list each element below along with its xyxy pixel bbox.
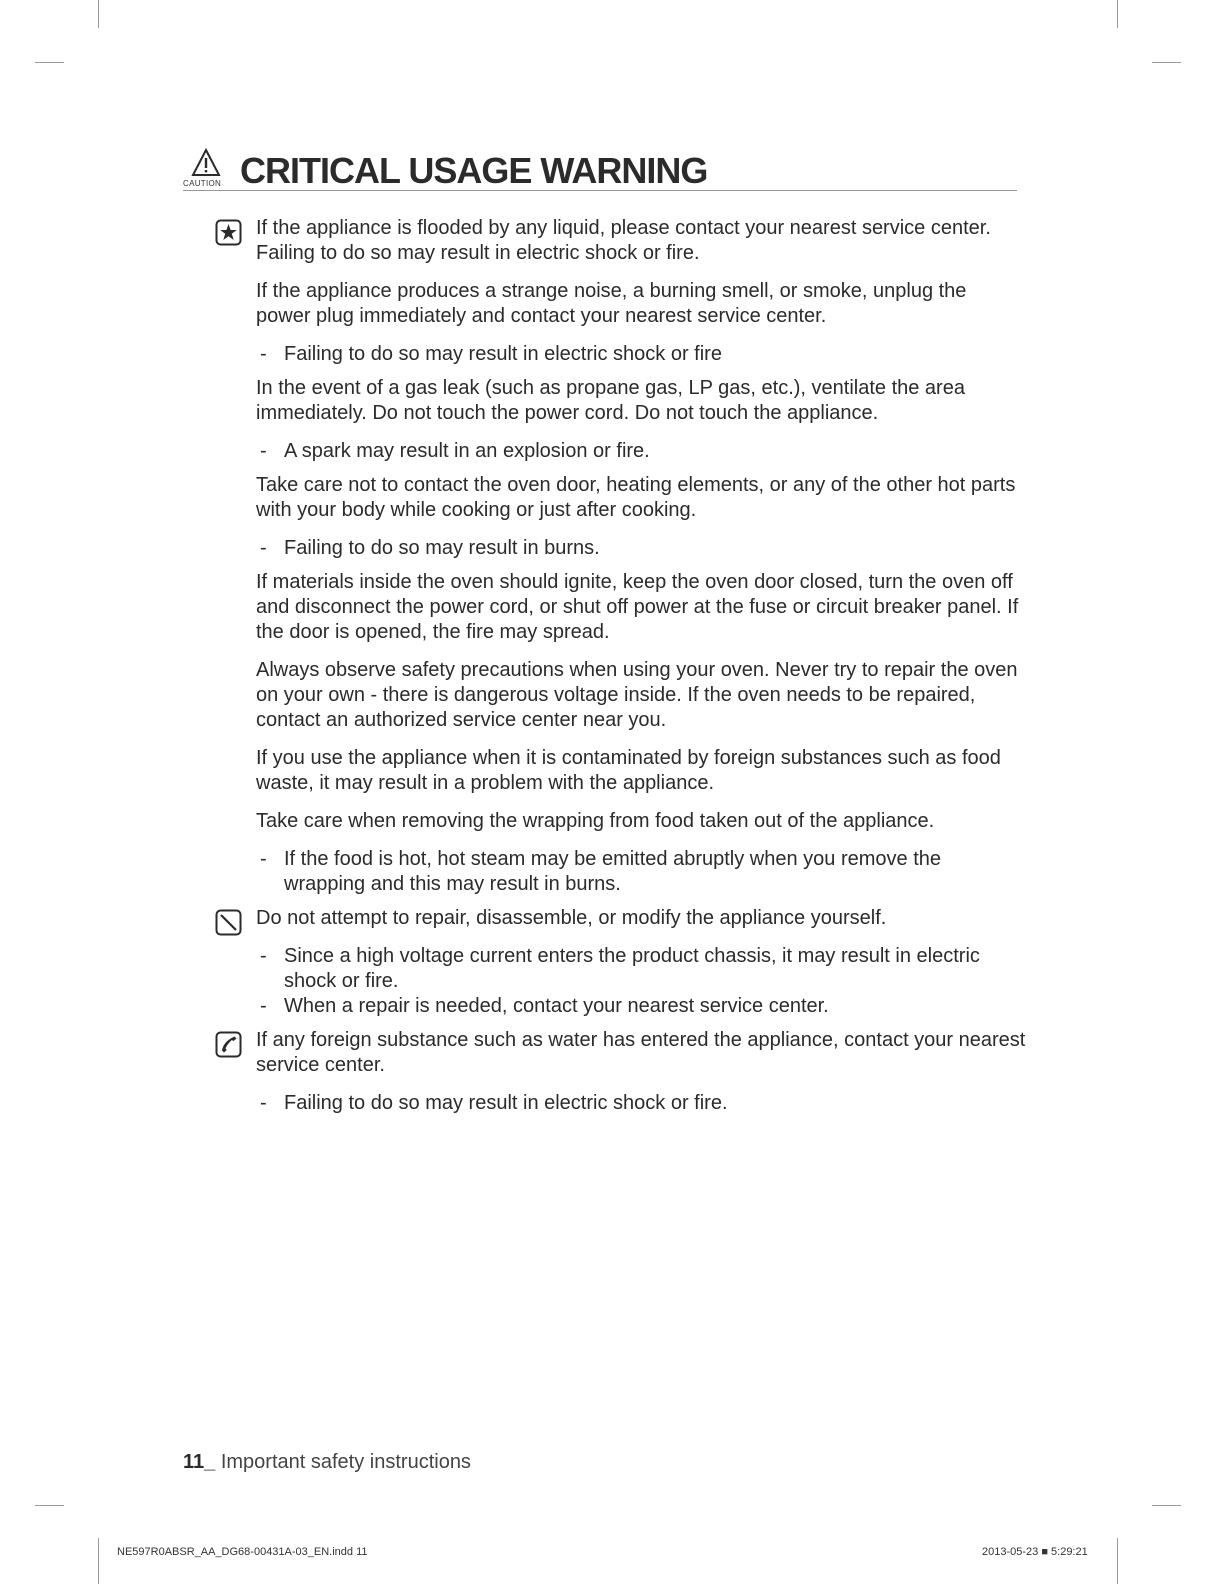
- print-slug-file: NE597R0ABSR_AA_DG68-00431A-03_EN.indd 11: [117, 1546, 368, 1558]
- bullet-item: [256, 847, 1026, 897]
- crop-mark: [98, 0, 99, 28]
- warning-paragraph: If materials inside the oven should ignite, keep the oven door closed, turn the oven off and disconnect the power cord, or shut off power at the fuse or circuit breaker panel. If the door is opened, the fire may spread.: [256, 571, 1019, 643]
- bullet-item: [256, 994, 1026, 1019]
- page-title: CRITICAL USAGE WARNING: [240, 150, 708, 191]
- bullet-text: Since a high voltage current enters the product chassis, it may result in electric shock or fire.: [284, 945, 980, 992]
- bullet-text: Failing to do so may result in burns.: [284, 537, 600, 559]
- warning-paragraph: In the event of a gas leak (such as propane gas, LP gas, etc.), ventilate the area immediately. Do not touch the power cord. Do not touch the appliance.: [256, 377, 965, 424]
- phone-icon: [215, 1031, 242, 1058]
- warning-paragraph: Always observe safety precautions when using your oven. Never try to repair the oven on your own - there is dangerous voltage inside. If the oven needs to be repaired, contact an authorized service center near you.: [256, 659, 1018, 731]
- footer-section-title: Important safety instructions: [220, 1451, 471, 1473]
- bullet-item: [256, 439, 1026, 464]
- caution-label: CAUTION: [183, 179, 222, 188]
- crop-mark: [35, 62, 64, 63]
- caution-icon: [183, 148, 227, 190]
- warning-paragraph: If the appliance produces a strange noise, a burning smell, or smoke, unplug the power plug immediately and contact your nearest service center.: [256, 280, 967, 327]
- crop-mark: [1117, 0, 1118, 28]
- warning-paragraph: Do not attempt to repair, disassemble, or modify the appliance yourself.: [256, 907, 887, 929]
- bullet-item: [256, 1091, 1026, 1116]
- warning-group: [256, 1028, 1026, 1116]
- bullet-text: Failing to do so may result in electric shock or fire.: [284, 1092, 728, 1114]
- warning-paragraph: If any foreign substance such as water has entered the appliance, contact your nearest service center.: [256, 1029, 1026, 1076]
- bullet-item: [256, 342, 1026, 367]
- bullet-text: When a repair is needed, contact your nearest service center.: [284, 995, 829, 1017]
- warning-group: [256, 906, 1026, 1019]
- crop-mark: [98, 1538, 99, 1584]
- crop-mark: [1152, 62, 1181, 63]
- print-slug-timestamp: 2013-05-23 ■ 5:29:21: [982, 1546, 1088, 1558]
- crop-mark: [1152, 1505, 1181, 1506]
- prohibited-icon: [215, 909, 242, 936]
- bullet-dash: -: [260, 848, 267, 870]
- bullet-dash: -: [260, 1092, 267, 1114]
- bullet-dash: -: [260, 440, 267, 462]
- warning-paragraph: Take care not to contact the oven door, heating elements, or any of the other hot parts with your body while cooking or just after cooking.: [256, 474, 1016, 521]
- crop-mark: [35, 1505, 64, 1506]
- page-number: 11_: [183, 1451, 216, 1473]
- warning-paragraph: Take care when removing the wrapping from food taken out of the appliance.: [256, 810, 935, 832]
- bullet-dash: -: [260, 995, 267, 1017]
- bullet-dash: -: [260, 537, 267, 559]
- warning-group: [256, 216, 1026, 897]
- bullet-text: Failing to do so may result in electric shock or fire: [284, 343, 722, 365]
- crop-mark: [1117, 1538, 1118, 1584]
- warning-paragraph: If the appliance is flooded by any liquid, please contact your nearest service center. Failing to do so may result in electric shock or fire.: [256, 217, 991, 264]
- bullet-item: [256, 944, 1026, 994]
- section-header: [183, 148, 1017, 191]
- bullet-dash: -: [260, 945, 267, 967]
- bullet-item: [256, 536, 1026, 561]
- warning-content: [256, 216, 1026, 1125]
- warning-paragraph: If you use the appliance when it is contaminated by foreign substances such as food waste, it may result in a problem with the appliance.: [256, 747, 1001, 794]
- bullet-dash: -: [260, 343, 267, 365]
- bullet-text: If the food is hot, hot steam may be emitted abruptly when you remove the wrapping and this may result in burns.: [284, 848, 942, 895]
- bullet-text: A spark may result in an explosion or fire.: [284, 440, 650, 462]
- page-footer: [183, 1451, 471, 1474]
- star-icon: [215, 219, 242, 246]
